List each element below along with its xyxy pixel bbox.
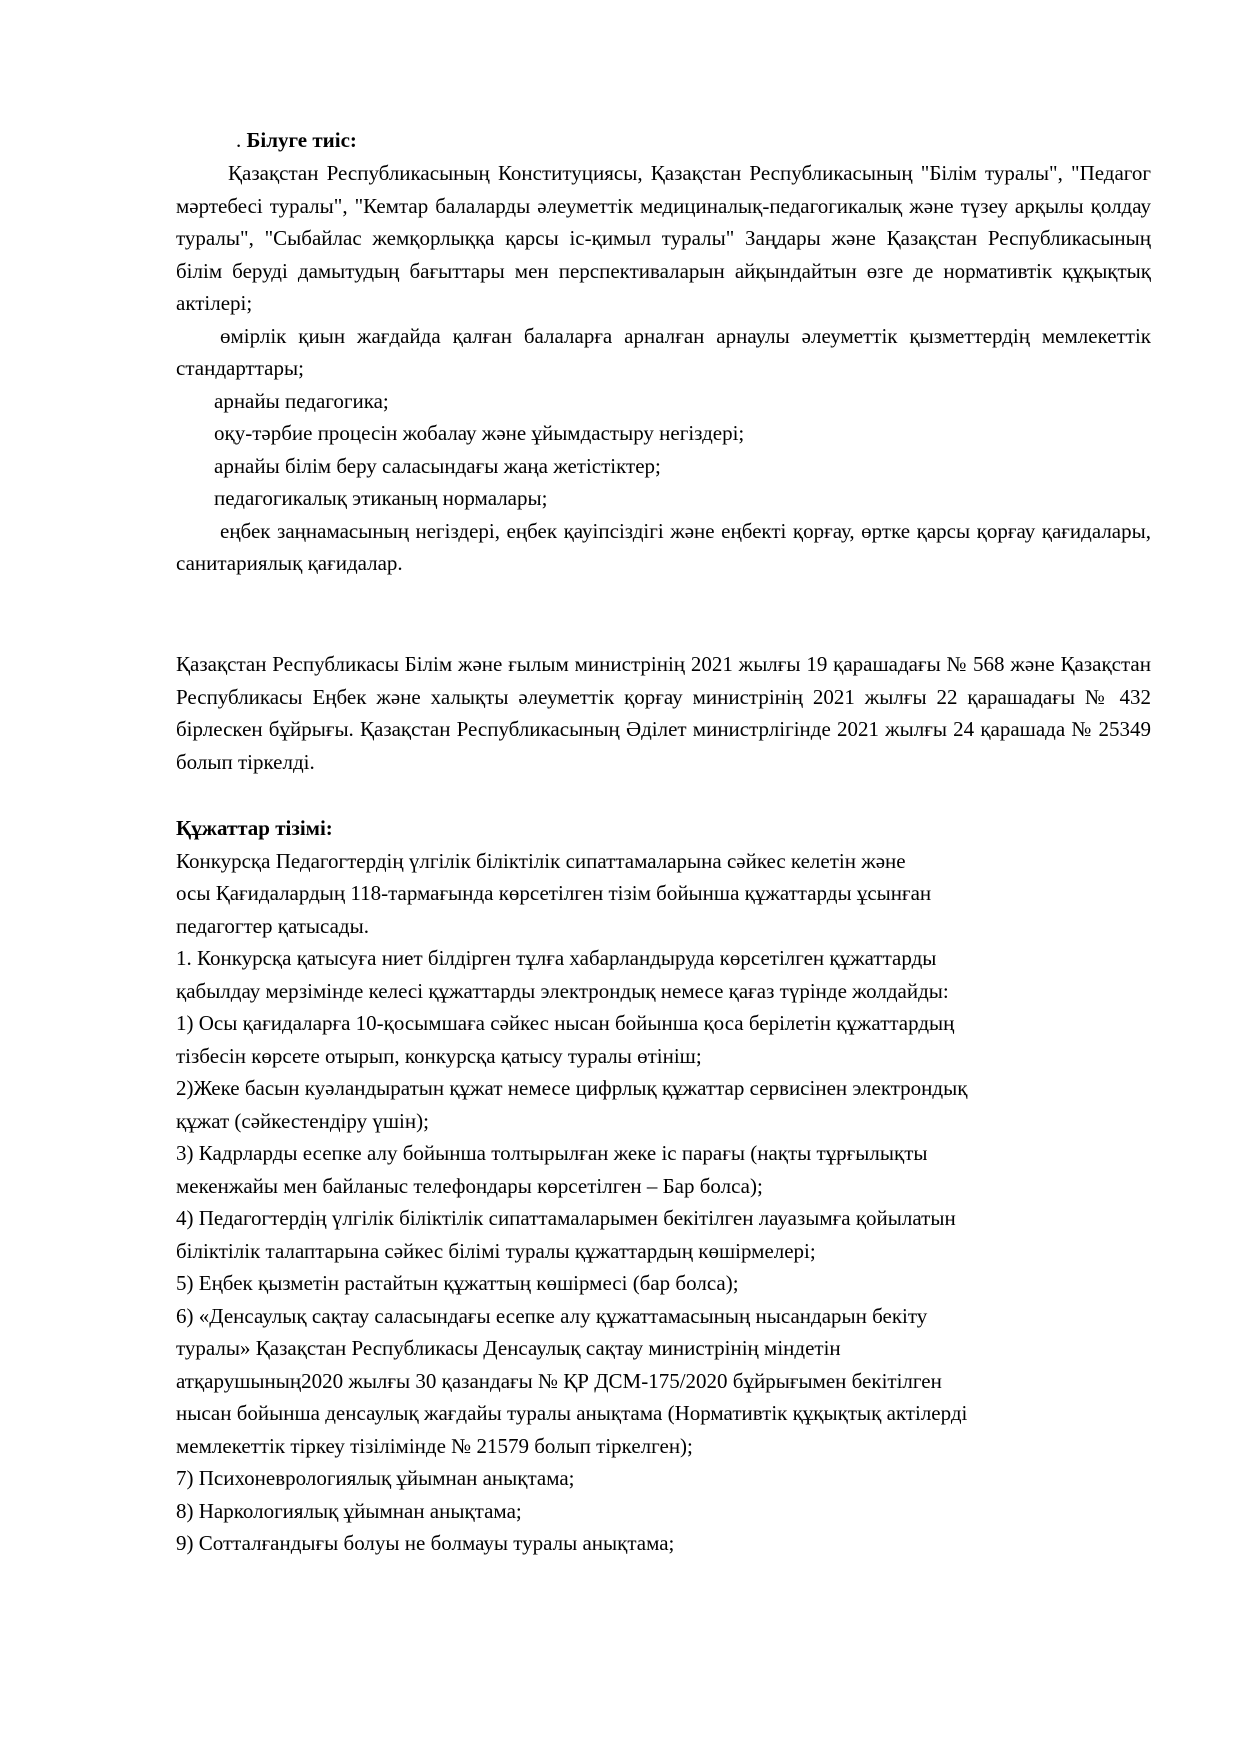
must-know-item: арнайы педагогика;	[214, 388, 389, 413]
must-know-item: Қазақстан Республикасының Конституциясы, Қазақстан Республикасының "Білім туралы", "Педагог мәртебесі туралы", "Кемтар балаларды әлеуметтік медициналық-педагогикалық және түзеу арқылы қолдау туралы", "Сыбайлас жемқорлыққа қарсы іс-қимыл туралы" Заңдары және Қазақстан Республикасының білім беруді дамытудың бағыттары мен перспективаларын айқындайтын өзге де нормативтік құқықтық актілері;	[176, 161, 1151, 315]
joint-order-paragraph	[176, 648, 1151, 778]
document-item-line: 8) Наркологиялық ұйымнан анықтама;	[176, 1498, 522, 1523]
documents-title: Құжаттар тізімі:	[176, 816, 333, 840]
document-item-line: қабылдау мерзімінде келесі құжаттарды электрондық немесе қағаз түрінде жолдайды:	[176, 978, 949, 1003]
must-know-item: оқу-тәрбие процесін жобалау және ұйымдастыру негіздері;	[214, 421, 745, 445]
document-item-line: туралы» Қазақстан Республикасы Денсаулық сақтау министрінің міндетін	[176, 1336, 841, 1360]
document-item-line: 5) Еңбек қызметін растайтын құжаттың көшірмесі (бар болса);	[176, 1271, 739, 1295]
must-know-list	[176, 157, 1151, 580]
intro-line: осы Қағидалардың 118-тармағында көрсетілген тізім бойынша құжаттарды ұсынған	[176, 881, 932, 905]
document-item-line: мемлекеттік тіркеу тізілімінде № 21579 болып тіркелген);	[176, 1433, 693, 1458]
intro-line: педагогтер қатысады.	[176, 913, 369, 938]
document-item-line: тізбесін көрсете отырып, конкурсқа қатысу туралы өтініш;	[176, 1043, 702, 1068]
document-item-line: 4) Педагогтердің үлгілік біліктілік сипаттамаларымен бекітілген лауазымға қойылатын	[176, 1206, 956, 1230]
order-text: Қазақстан Республикасы Білім және ғылым министрінің 2021 жылғы 19 қарашадағы № 568 және Қазақстан Республикасы Еңбек және халықты әлеуметтік қорғау министрінің 2021 жылғы 22 қарашадағы № 432 бірлескен бұйрығы. Қазақстан Республикасының Әділет министрлігінде 2021 жылғы 24 қарашада № 25349 болып тіркелді.	[176, 652, 1151, 774]
document-item-line: 7) Психоневрологиялық ұйымнан анықтама;	[176, 1466, 575, 1490]
must-know-item: арнайы білім беру саласындағы жаңа жетістіктер;	[214, 453, 661, 478]
document-item-line: мекенжайы мен байланыс телефондары көрсетілген – Бар болса);	[176, 1173, 763, 1198]
must-know-item: өмірлік қиын жағдайда қалған балаларға арналған арнаулы әлеуметтік қызметтердің мемлекеттік стандарттары;	[176, 323, 1151, 380]
document-item-line: 1) Осы қағидаларға 10-қосымшаға сәйкес нысан бойынша қоса берілетін құжаттардың	[176, 1011, 955, 1035]
intro-line: Конкурсқа Педагогтердің үлгілік біліктілік сипаттамаларына сәйкес келетін және	[176, 848, 906, 873]
document-item-line: 2)Жеке басын куәландыратын құжат немесе цифрлық құжаттар сервисінен электрондық	[176, 1076, 968, 1100]
document-item-line: атқарушының2020 жылғы 30 қазандағы № ҚР ДСМ-175/2020 бұйрығымен бекітілген	[176, 1368, 942, 1393]
documents-section	[176, 812, 1151, 1560]
document-item-line: 9) Сотталғандығы болуы не болмауы туралы анықтама;	[176, 1531, 675, 1555]
document-item-line: 3) Кадрларды есепке алу бойынша толтырылған жеке іс парағы (нақты тұрғылықты	[176, 1141, 928, 1165]
must-know-heading	[176, 124, 1151, 157]
heading-prefix: .	[236, 128, 247, 152]
document-item-line: 6) «Денсаулық сақтау саласындағы есепке алу құжаттамасының нысандарын бекіту	[176, 1303, 928, 1328]
document-item-line: біліктілік талаптарына сәйкес білімі туралы құжаттардың көшірмелері;	[176, 1238, 816, 1263]
document-item-line: құжат (сәйкестендіру үшін);	[176, 1108, 429, 1133]
must-know-title: Білуге тиіс:	[246, 128, 357, 152]
document-item-line: 1. Конкурсқа қатысуға ниет білдірген тұлға хабарландыруда көрсетілген құжаттарды	[176, 946, 937, 970]
document-item-line: нысан бойынша денсаулық жағдайы туралы анықтама (Нормативтік құқықтық актілерді	[176, 1401, 968, 1425]
must-know-item: еңбек заңнамасының негіздері, еңбек қауіпсіздігі және еңбекті қорғау, өртке қарсы қорғау қағидалары, санитариялық қағидалар.	[176, 518, 1151, 575]
must-know-item: педагогикалық этиканың нормалары;	[214, 486, 548, 510]
